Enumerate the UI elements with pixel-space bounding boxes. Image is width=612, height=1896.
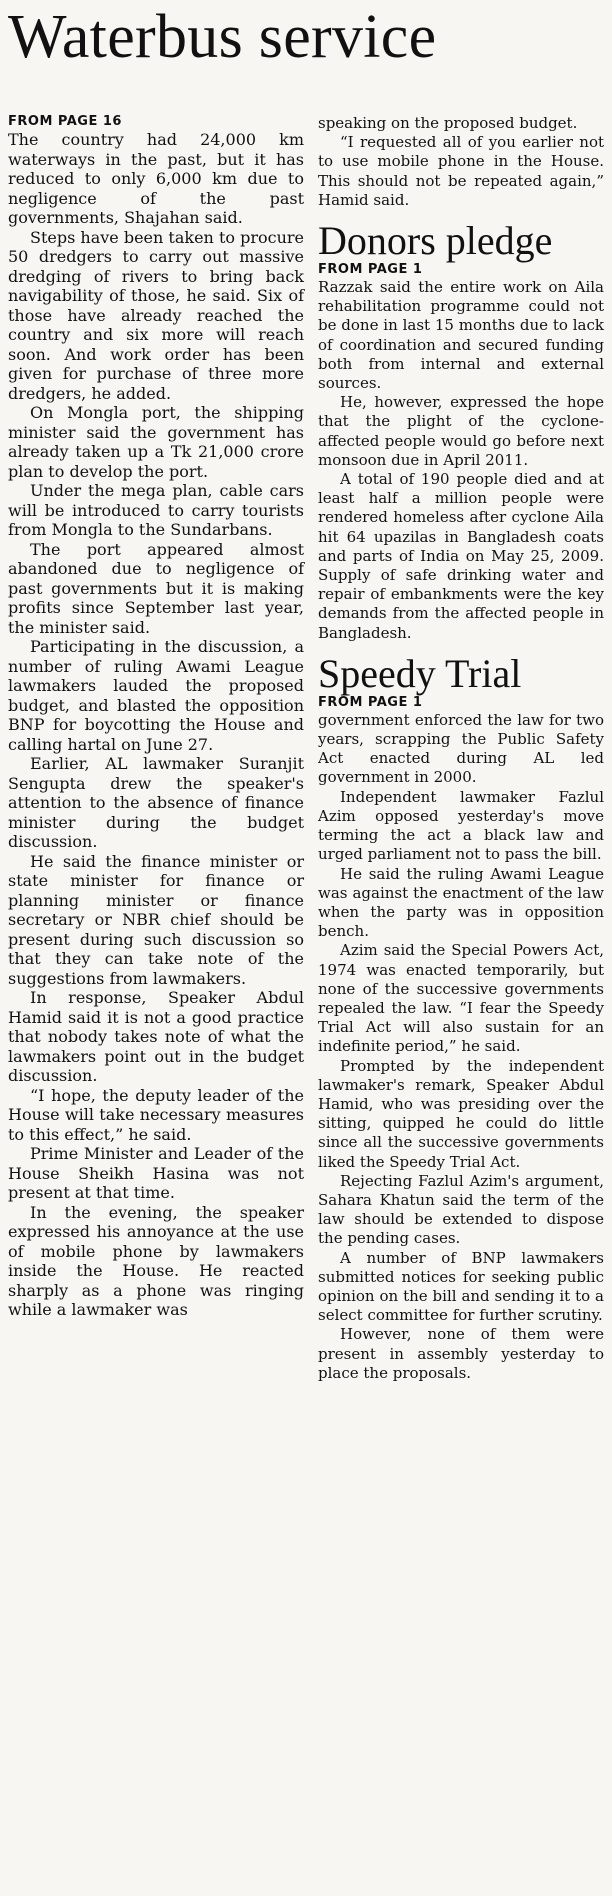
article-paragraph: He, however, expressed the hope that the plight of the cyclone-affected people would go before next monsoon due in April 2011. — [318, 393, 604, 469]
article-paragraph: Rejecting Fazlul Azim's argument, Sahara Khatun said the term of the law should be extended to dispose the pending cases. — [318, 1171, 604, 1248]
left-column — [8, 114, 304, 1383]
article-paragraph: He said the ruling Awami League was against the enactment of the law when the party was in opposition bench. — [318, 864, 604, 941]
headline-donors-pledge: Donors pledge — [318, 218, 553, 264]
article-paragraph: Prime Minister and Leader of the House Sheikh Hasina was not present at that time. — [8, 1144, 304, 1202]
article-paragraph: “I hope, the deputy leader of the House will take necessary measures to this effect,” he said. — [8, 1085, 304, 1144]
article-paragraph: Prompted by the independent lawmaker's remark, Speaker Abdul Hamid, who was presiding over the sitting, quipped he could do little since all the successive governments liked the Speedy Trial Act. — [318, 1056, 604, 1171]
headline-speedy-trial: Speedy Trial — [318, 650, 522, 696]
article-paragraph: On Mongla port, the shipping minister said the government has already taken up a Tk 21,000 crore plan to develop the port. — [8, 403, 304, 481]
article-paragraph: In the evening, the speaker expressed his annoyance at the use of mobile phone by lawmakers inside the House. He reacted sharply as a phone was ringing while a lawmaker was — [8, 1202, 304, 1319]
continued-paragraph: “I requested all of you earlier not to use mobile phone in the House. This should not be repeated again,” Hamid said. — [318, 133, 604, 209]
from-page-label: FROM PAGE 1 — [318, 262, 423, 278]
from-page-label: FROM PAGE 1 — [318, 694, 423, 710]
article-columns — [8, 114, 604, 1383]
article-paragraph: However, none of them were present in assembly yesterday to place the proposals. — [318, 1325, 604, 1382]
article-paragraph: Under the mega plan, cable cars will be introduced to carry tourists from Mongla to the Sundarbans. — [8, 481, 304, 539]
from-page-label: FROM PAGE 16 — [8, 114, 122, 129]
article-paragraph: Azim said the Special Powers Act, 1974 was enacted temporarily, but none of the successive governments repealed the law. “I fear the Speedy Trial Act will also sustain for an indefinite period,” he said. — [318, 941, 604, 1056]
article-paragraph: A total of 190 people died and at least half a million people were rendered homeless after cyclone Aila hit 64 upazilas in Bangladesh coats and parts of India on May 25, 2009. Supply of safe drinking water and repair of embankments were the key demands from the affected people in Bangladesh. — [318, 470, 604, 642]
article-paragraph: government enforced the law for two years, scrapping the Public Safety Act enacted during AL led government in 2000. — [318, 710, 604, 787]
article-paragraph: Participating in the discussion, a number of ruling Awami League lawmakers lauded the proposed budget, and blasted the opposition BNP for boycotting the House and calling hartal on June 27. — [8, 637, 304, 754]
article-paragraph: Earlier, AL lawmaker Suranjit Sengupta drew the speaker's attention to the absence of finance minister during the budget discussion. — [8, 754, 304, 851]
article-paragraph: In response, Speaker Abdul Hamid said it is not a good practice that nobody takes note of what the lawmakers point out in the budget discussion. — [8, 988, 304, 1085]
article-paragraph: He said the finance minister or state minister for finance or planning minister or finance secretary or NBR chief should be present during such discussion so that they can take note of the suggestions from lawmakers. — [8, 851, 304, 988]
article-paragraph: Razzak said the entire work on Aila rehabilitation programme could not be done in last 15 months due to lack of coordination and secured funding both from internal and external sources. — [318, 278, 604, 393]
continued-paragraph: speaking on the proposed budget. — [318, 114, 578, 132]
right-column — [318, 114, 604, 1383]
article-paragraph: The country had 24,000 km waterways in the past, but it has reduced to only 6,000 km due to negligence of the past governments, Shajahan said. — [8, 130, 304, 227]
headline-waterbus: Waterbus service — [8, 3, 437, 71]
article-paragraph: A number of BNP lawmakers submitted notices for seeking public opinion on the bill and sending it to a select committee for further scrutiny. — [318, 1248, 604, 1325]
article-paragraph: The port appeared almost abandoned due to negligence of past governments but it is making profits since September last year, the minister said. — [8, 539, 304, 637]
article-paragraph: Steps have been taken to procure 50 dredgers to carry out massive dredging of rivers to bring back navigability of those, he said. Six of those have already reached the country and six more will reach soon. And work order has been given for purchase of three more dredgers, he added. — [8, 227, 304, 403]
article-paragraph: Independent lawmaker Fazlul Azim opposed yesterday's move terming the act a black law and urged parliament not to pass the bill. — [318, 787, 604, 864]
